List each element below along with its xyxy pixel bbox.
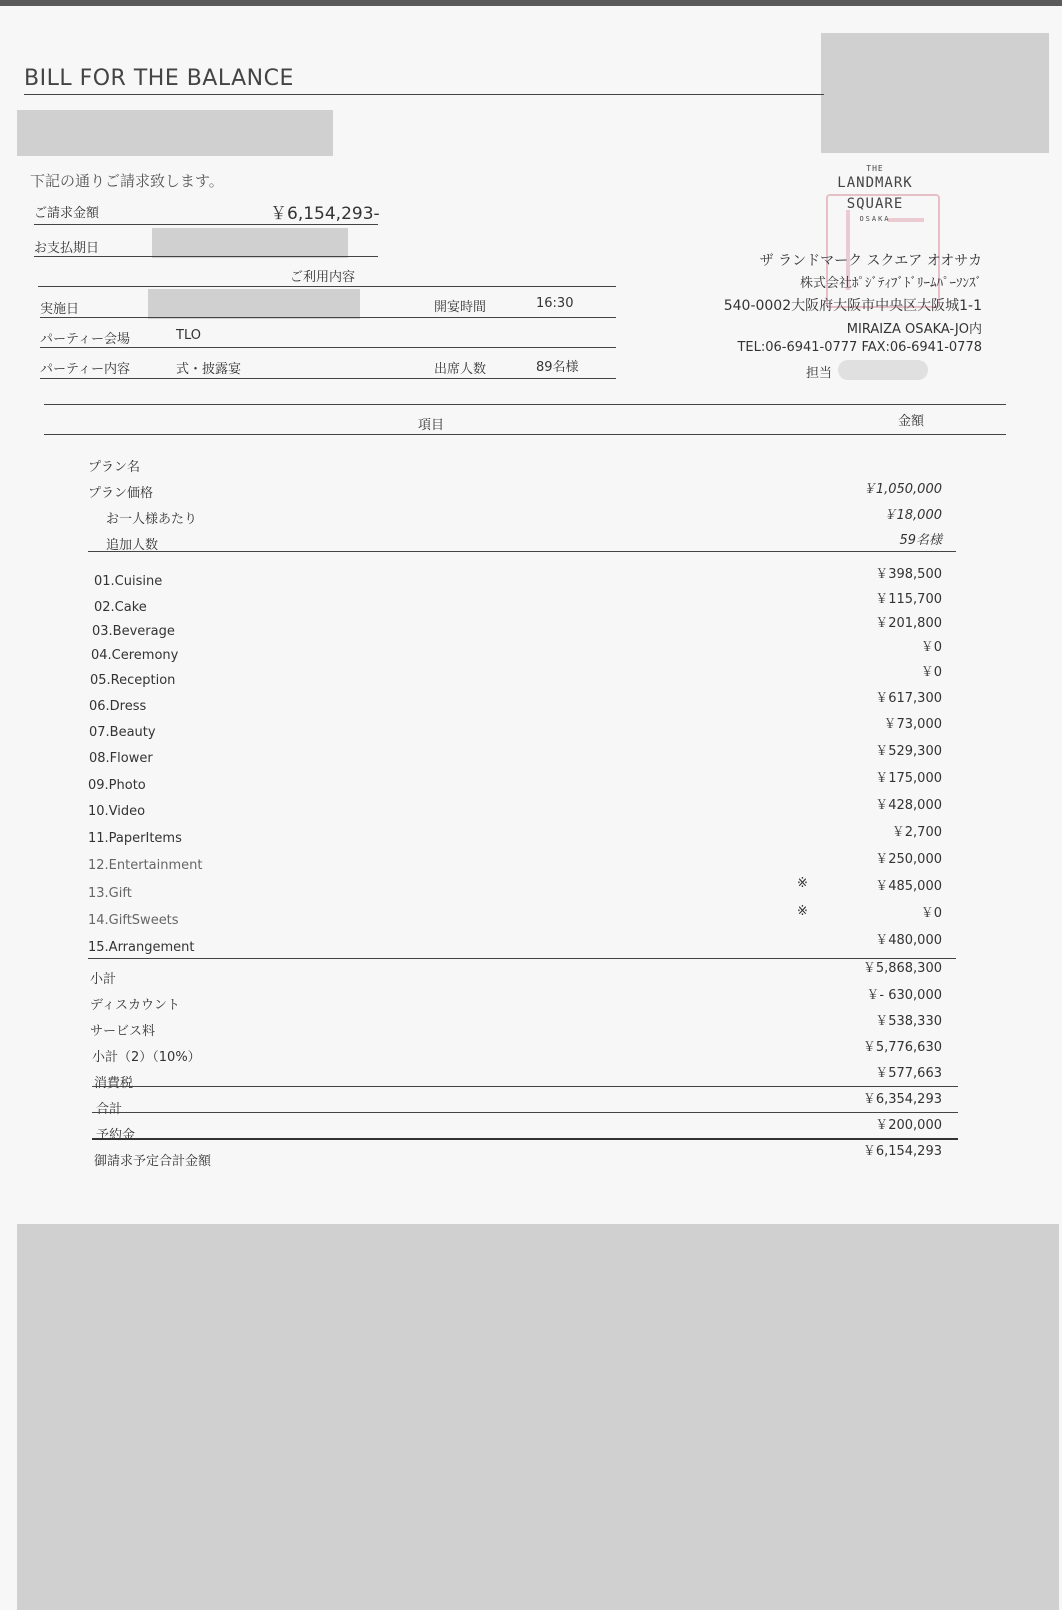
staff-label: 担当 bbox=[806, 366, 833, 381]
event-date-label: 実施日 bbox=[40, 302, 80, 317]
service-fee-amount: ￥538,330 bbox=[875, 1014, 942, 1029]
plan-price-amount: ￥1,050,000 bbox=[862, 482, 942, 497]
billing-amount-label: ご請求金額 bbox=[34, 206, 100, 221]
item-label: 13.Gift bbox=[88, 886, 132, 901]
payment-due-line bbox=[34, 256, 378, 257]
item-amount: ￥617,300 bbox=[875, 691, 942, 706]
logo-line-2: SQUARE bbox=[846, 196, 904, 212]
plan-section-line bbox=[88, 551, 956, 552]
deposit-line bbox=[92, 1138, 958, 1140]
billing-amount-line bbox=[34, 224, 378, 225]
added-guests-label: 追加人数 bbox=[106, 538, 159, 553]
bill-paper bbox=[0, 6, 1062, 1610]
start-time-value: 16:30 bbox=[536, 296, 574, 311]
redacted-logo-area bbox=[821, 33, 1049, 153]
item-amount: ￥2,700 bbox=[891, 825, 942, 840]
subtotal2-amount: ￥5,776,630 bbox=[862, 1040, 942, 1055]
service-fee-label: サービス料 bbox=[90, 1024, 156, 1039]
landmark-logo bbox=[820, 164, 930, 223]
table-header-line bbox=[44, 434, 1006, 435]
item-amount: ￥201,800 bbox=[875, 616, 942, 631]
per-person-label: お一人様あたり bbox=[106, 512, 198, 527]
discount-amount: ￥- 630,000 bbox=[866, 988, 942, 1003]
discount-label: ディスカウント bbox=[90, 998, 180, 1013]
item-label: 06.Dress bbox=[89, 699, 147, 714]
event-line-1 bbox=[40, 317, 616, 318]
item-amount: ￥0 bbox=[920, 640, 942, 655]
tax-line bbox=[92, 1086, 958, 1087]
party-content-value: 式・披露宴 bbox=[176, 362, 242, 377]
redacted-payment-due bbox=[152, 228, 348, 258]
party-content-label: パーティー内容 bbox=[40, 362, 130, 377]
item-amount: ￥0 bbox=[920, 665, 942, 680]
item-label: 12.Entertainment bbox=[88, 858, 203, 873]
item-label: 09.Photo bbox=[88, 778, 146, 793]
total-line bbox=[92, 1112, 958, 1113]
item-label: 11.PaperItems bbox=[88, 831, 182, 846]
item-amount: ￥250,000 bbox=[875, 852, 942, 867]
item-label: 02.Cake bbox=[94, 600, 147, 615]
plan-name-label: プラン名 bbox=[88, 460, 141, 475]
logo-line-1: LANDMARK bbox=[837, 175, 913, 191]
item-amount: ￥73,000 bbox=[883, 717, 942, 732]
item-amount: ￥398,500 bbox=[875, 567, 942, 582]
item-label: 01.Cuisine bbox=[94, 574, 163, 589]
logo-the: THE bbox=[866, 164, 884, 173]
event-top-line bbox=[38, 286, 616, 287]
grand-total-label: 御請求予定合計金額 bbox=[94, 1154, 212, 1169]
item-amount: ￥175,000 bbox=[875, 771, 942, 786]
item-label: 08.Flower bbox=[89, 751, 153, 766]
company-tel-fax: TEL:06-6941-0777 FAX:06-6941-0778 bbox=[737, 340, 982, 355]
start-time-label: 開宴時間 bbox=[434, 300, 487, 315]
plan-price-label: プラン価格 bbox=[88, 486, 154, 501]
col-amount-header: 金額 bbox=[898, 414, 925, 429]
document-title: BILL FOR THE BALANCE bbox=[24, 66, 294, 91]
logo-line-3: OSAKA bbox=[859, 215, 891, 223]
payment-due-label: お支払期日 bbox=[34, 241, 100, 256]
redacted-bottom-area bbox=[17, 1224, 1059, 1610]
billing-amount-value: ￥6,154,293- bbox=[270, 204, 380, 224]
venue-value: TLO bbox=[176, 328, 201, 343]
venue-label: パーティー会場 bbox=[40, 332, 130, 347]
item-mark: ※ bbox=[797, 876, 808, 891]
event-line-3 bbox=[40, 378, 616, 379]
item-amount: ￥485,000 bbox=[875, 879, 942, 894]
redacted-recipient bbox=[17, 110, 333, 156]
redacted-event-date bbox=[148, 289, 360, 319]
item-label: 14.GiftSweets bbox=[88, 913, 179, 928]
item-label: 07.Beauty bbox=[89, 725, 156, 740]
item-amount: ￥0 bbox=[920, 906, 942, 921]
item-amount: ￥428,000 bbox=[875, 798, 942, 813]
consumption-tax-amount: ￥577,663 bbox=[875, 1066, 942, 1081]
consumption-tax-label: 消費税 bbox=[94, 1076, 134, 1091]
total-amount: ￥6,354,293 bbox=[862, 1092, 942, 1107]
attendees-label: 出席人数 bbox=[434, 362, 487, 377]
items-section-line bbox=[88, 958, 956, 959]
grand-total-amount: ￥6,154,293 bbox=[862, 1144, 942, 1159]
item-amount: ￥480,000 bbox=[875, 933, 942, 948]
added-guests-amount: 59名様 bbox=[899, 533, 942, 548]
item-label: 04.Ceremony bbox=[91, 648, 179, 663]
total-label: 合計 bbox=[96, 1102, 123, 1117]
deposit-amount: ￥200,000 bbox=[875, 1118, 942, 1133]
company-address: 540-0002大阪府大阪市中央区大阪城1-1 bbox=[723, 298, 982, 314]
item-label: 15.Arrangement bbox=[88, 940, 195, 955]
company-corp: 株式会社ﾎﾟｼﾞﾃｨﾌﾞﾄﾞﾘｰﾑﾊﾟｰｿﾝｽﾞ bbox=[799, 276, 982, 291]
event-line-2 bbox=[40, 347, 616, 348]
per-person-amount: ￥18,000 bbox=[883, 508, 942, 523]
item-mark: ※ bbox=[797, 904, 808, 919]
item-amount: ￥529,300 bbox=[875, 744, 942, 759]
subtotal-amount: ￥5,868,300 bbox=[862, 961, 942, 976]
item-label: 05.Reception bbox=[90, 673, 176, 688]
deposit-label: 予約金 bbox=[96, 1128, 136, 1143]
company-name: ザ ランドマーク スクエア オオサカ bbox=[759, 253, 982, 269]
company-building: MIRAIZA OSAKA-JO内 bbox=[846, 322, 982, 337]
col-item-header: 項目 bbox=[418, 418, 445, 433]
subtotal2-label: 小計（2）（10%） bbox=[92, 1050, 201, 1065]
intro-text: 下記の通りご請求致します。 bbox=[30, 172, 224, 190]
table-top-line bbox=[44, 404, 1006, 405]
redacted-staff bbox=[838, 360, 928, 380]
item-amount: ￥115,700 bbox=[875, 592, 942, 607]
attendees-value: 89名様 bbox=[536, 360, 579, 375]
item-label: 10.Video bbox=[88, 804, 146, 819]
usage-details-label: ご利用内容 bbox=[290, 270, 356, 285]
item-label: 03.Beverage bbox=[92, 624, 175, 639]
title-underline bbox=[24, 94, 824, 95]
subtotal-label: 小計 bbox=[90, 972, 117, 987]
